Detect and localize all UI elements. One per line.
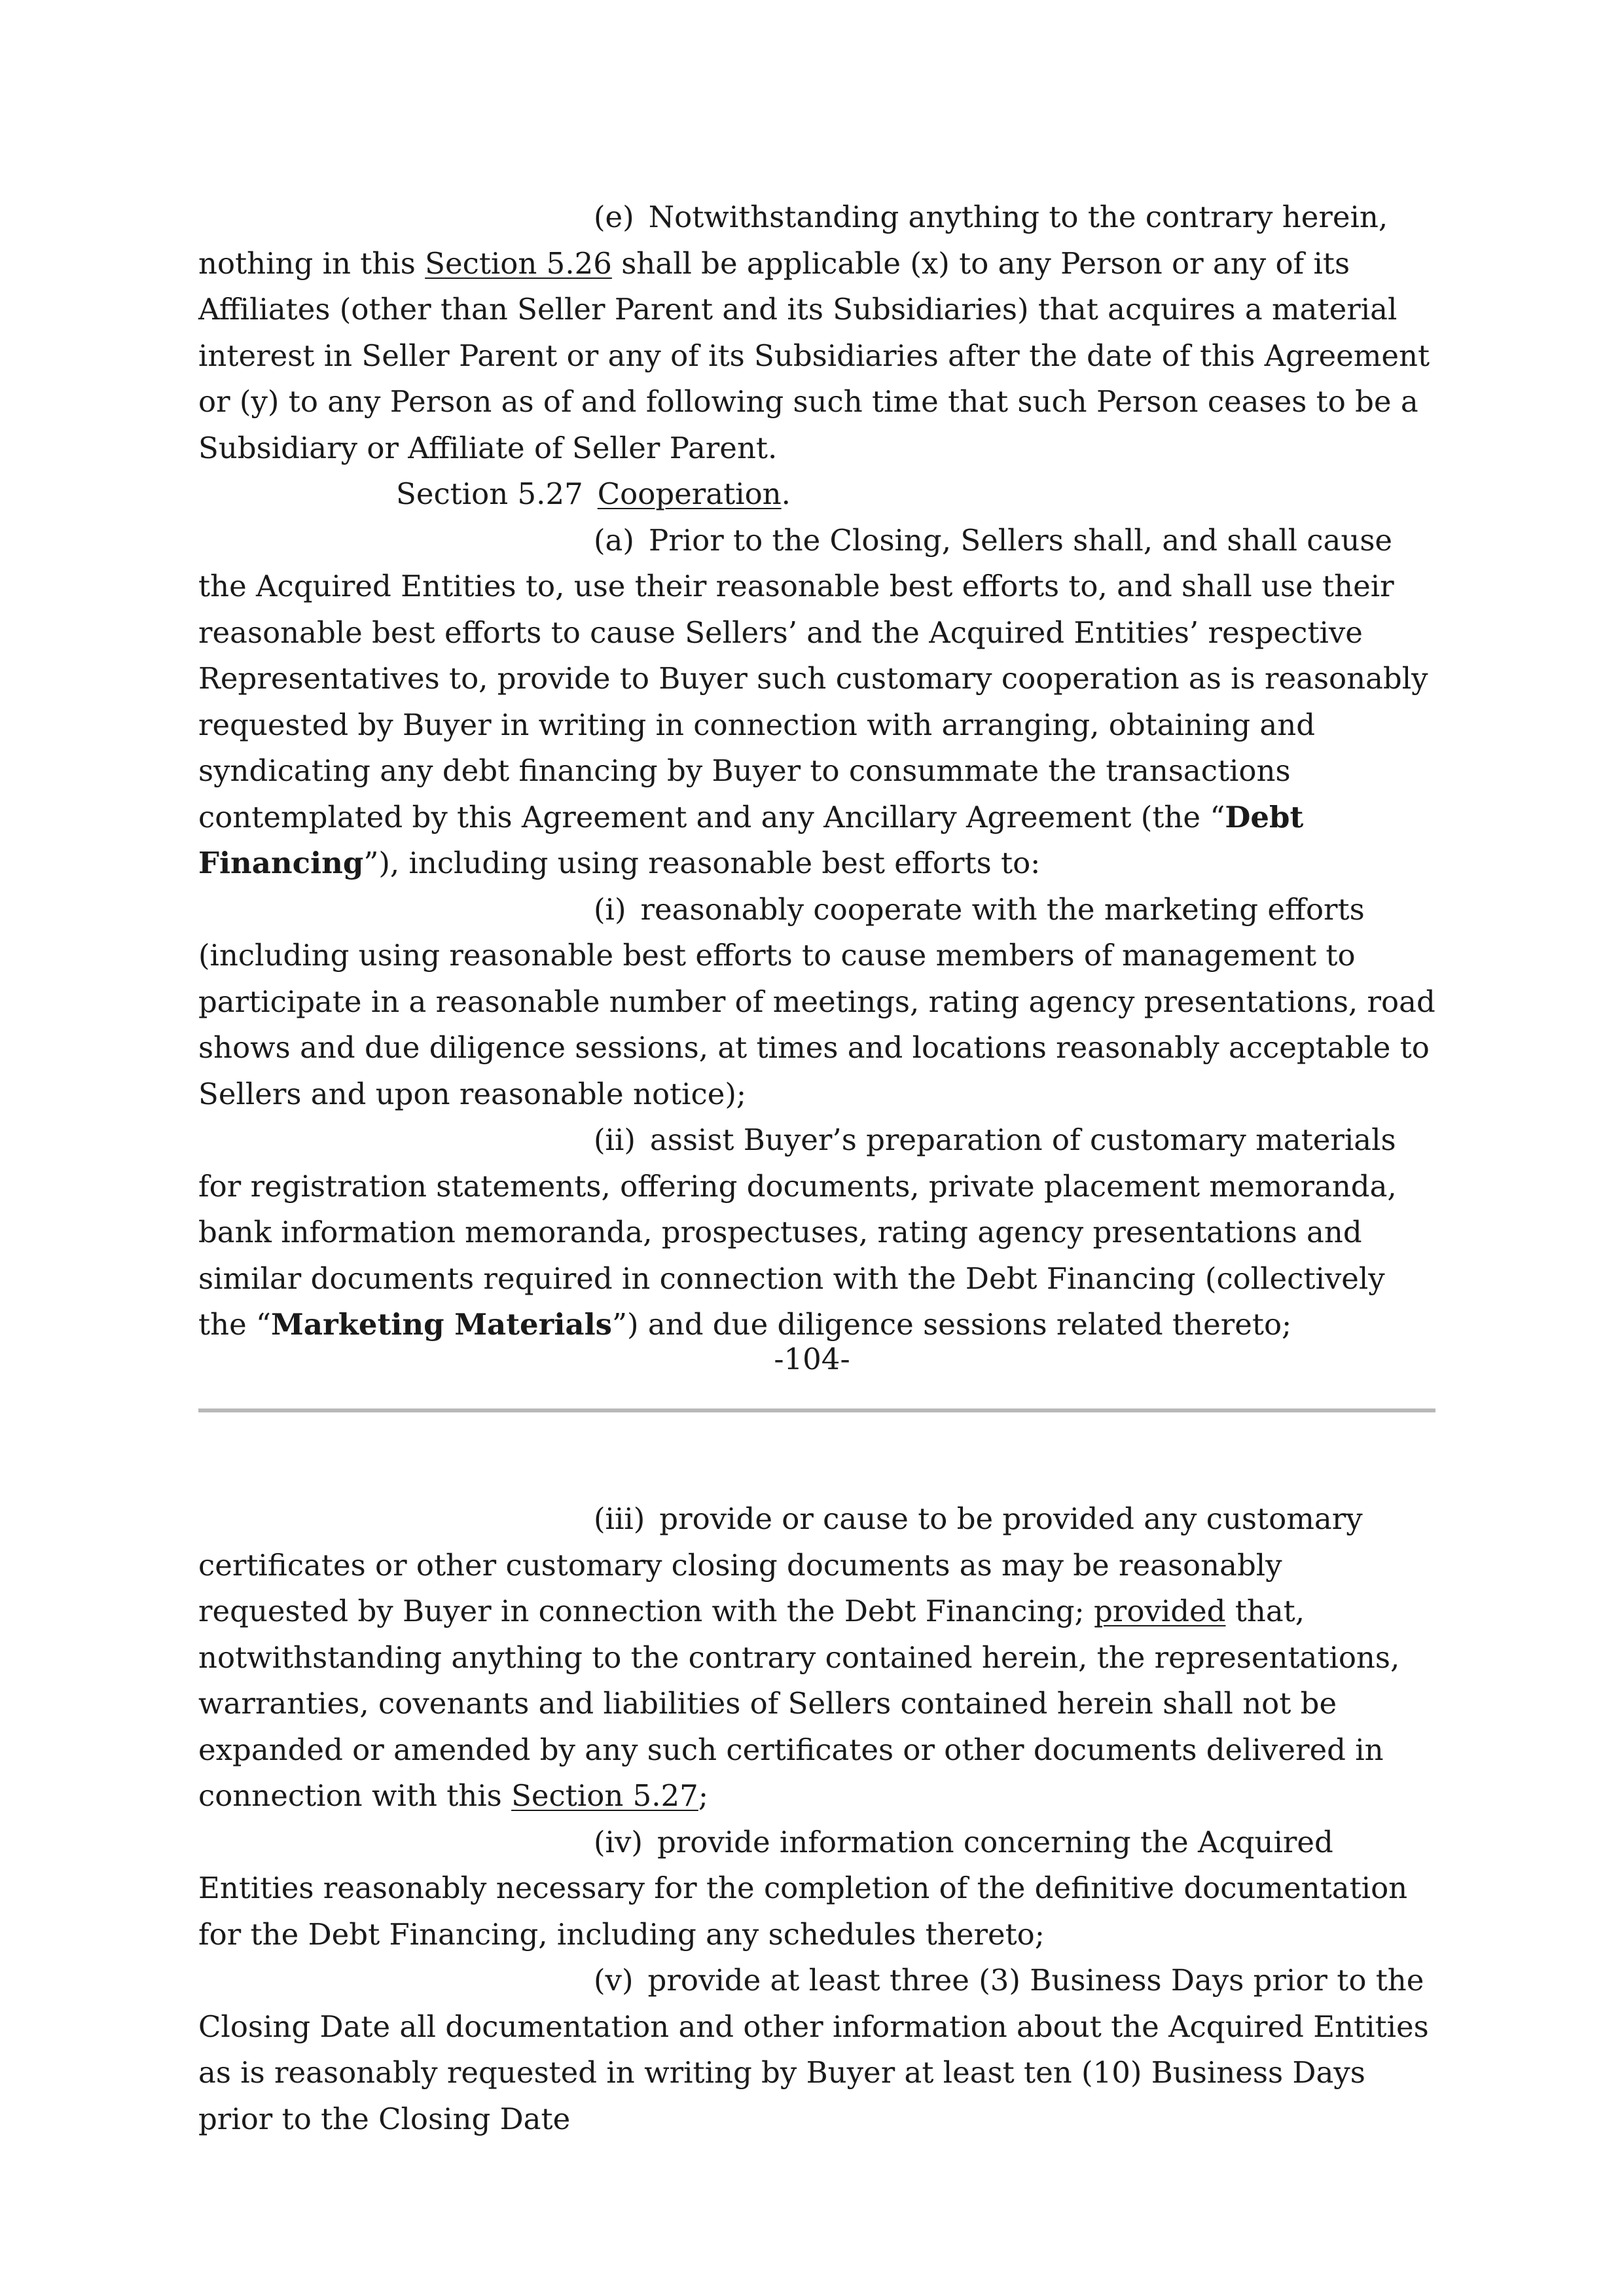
- paragraph-number: (e): [594, 200, 634, 234]
- page-divider: [198, 1408, 1435, 1412]
- paragraph-text: provide or cause to be provided any customary certificates or other customary closing documents as may be reasonably requested by Buyer in connection with the Debt Financing;: [198, 1501, 1363, 1628]
- section-title-period: .: [781, 476, 791, 511]
- paragraph-number: (v): [594, 1963, 634, 1998]
- paragraph-text: provide information concerning the Acquired Entities reasonably necessary for the completion of the definitive documentation for the Debt Financing, including any schedules thereto;: [198, 1824, 1408, 1952]
- paragraph-text: Notwithstanding anything to the contrary herein, nothing in this: [198, 200, 1388, 281]
- paragraph-v: [198, 1958, 1435, 2142]
- paragraph-text: shall be applicable (x) to any Person or any of its Affiliates (other than Seller Parent and its Subsidiaries) that acquires a material interest in Seller Parent or any of its Subsidiaries after the date of this Agreement or (y) to any Person as of and following such time that such Person ceases to be a Subsidiary or Affiliate of Seller Parent.: [198, 245, 1430, 465]
- paragraph-iii: [198, 1496, 1435, 1820]
- paragraph-a: [198, 518, 1435, 887]
- section-reference-link[interactable]: Section 5.27: [511, 1778, 698, 1813]
- paragraph-text: assist Buyer’s preparation of customary materials for registration statements, offering documents, private placement memoranda, bank information memoranda, prospectuses, rating agency presentations and similar documents required in connection with the Debt Financing (collectively the “: [198, 1122, 1397, 1342]
- paragraph-number: (a): [594, 522, 634, 558]
- paragraph-number: (iii): [594, 1501, 645, 1536]
- paragraph-number: (iv): [594, 1824, 643, 1859]
- page-number: -104-: [774, 1342, 850, 1376]
- paragraph-text: that, notwithstanding anything to the contrary contained herein, the representations, warranties, covenants and liabilities of Sellers contained herein shall not be expanded or amended by any such certificates or other documents delivered in connection with this: [198, 1594, 1400, 1813]
- paragraph-ii: [198, 1117, 1435, 1348]
- provided-term: provided: [1094, 1594, 1226, 1628]
- defined-term: Marketing Materials: [271, 1307, 613, 1342]
- paragraph-text: Prior to the Closing, Sellers shall, and shall cause the Acquired Entities to, use their reasonable best efforts to, and shall use their reasonable best efforts to cause Sellers’ and the Acquired Entities’ respective Representatives to, provide to Buyer such customary cooperation as is reasonably requested by Buyer in writing in connection with arranging, obtaining and syndicating any debt financing by Buyer to consummate the transactions contemplated by this Agreement and any Ancillary Agreement (the “: [198, 522, 1428, 834]
- page-bottom-text: [198, 1496, 1435, 2142]
- paragraph-text: ”) and due diligence sessions related thereto;: [612, 1307, 1292, 1342]
- defined-term: Debt Financing: [198, 799, 1304, 880]
- paragraph-text: ;: [698, 1778, 708, 1813]
- paragraph-number: (i): [594, 891, 626, 927]
- paragraph-number: (ii): [594, 1122, 636, 1157]
- section-number: Section 5.27: [396, 476, 583, 511]
- section-title: Cooperation: [597, 476, 782, 511]
- paragraph-e: [198, 194, 1435, 471]
- paragraph-text: reasonably cooperate with the marketing efforts (including using reasonable best efforts to cause members of management to participate in a reasonable number of meetings, rating agency presentations, road shows and due diligence sessions, at times and locations reasonably acceptable to Sellers and upon reasonable notice);: [198, 891, 1435, 1111]
- paragraph-text: provide at least three (3) Business Days prior to the Closing Date all documentation and other information about the Acquired Entities as is reasonably requested in writing by Buyer at least ten (10) Business Days prior to the Closing Date: [198, 1963, 1429, 2136]
- section-reference-link[interactable]: Section 5.26: [425, 245, 612, 281]
- paragraph-i: [198, 887, 1435, 1118]
- section-heading: [198, 471, 1435, 518]
- paragraph-text: ”), including using reasonable best efforts to:: [363, 846, 1041, 880]
- page-top-text: [198, 194, 1435, 1348]
- paragraph-iv: [198, 1820, 1435, 1958]
